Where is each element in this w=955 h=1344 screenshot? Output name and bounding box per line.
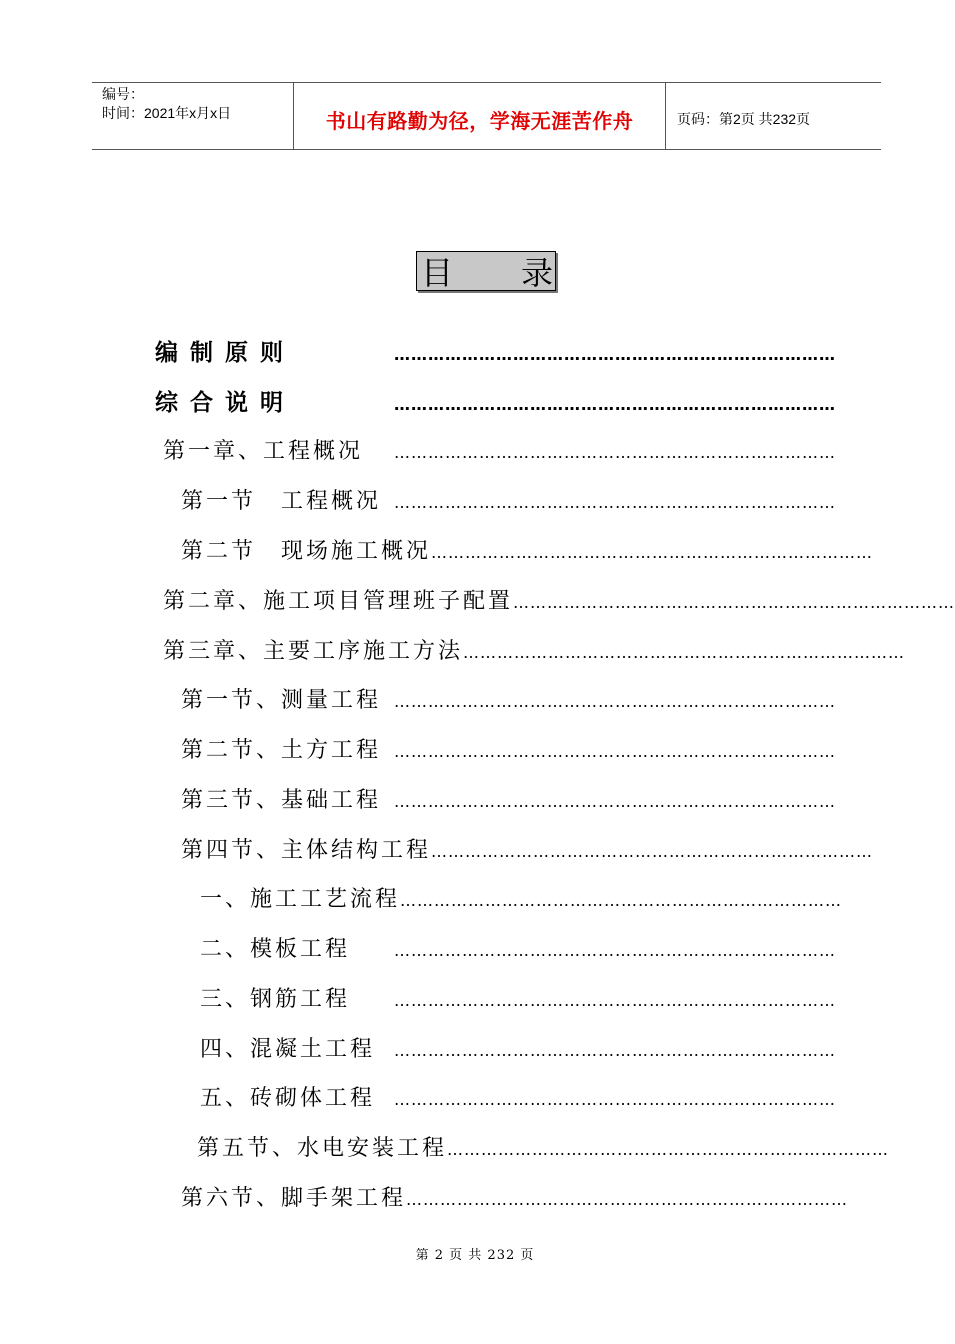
toc-entry-label: 四、混凝土工程 [200,1037,376,1062]
toc-leader-dots: …………………………………………………………………… [400,891,843,910]
toc-entry [163,584,955,615]
toc-leader-dots: …………………………………………………………………… [394,1090,836,1109]
toc-title-right: 录 [520,254,553,292]
toc-entry [181,683,836,714]
header-divider [665,83,666,149]
toc-entry-label: 第二节、土方工程 [181,738,382,763]
header-motto: 书山有路勤为径，学海无涯苦作舟 [325,109,634,133]
toc-entry-label: 第二节 现场施工概况 [181,539,432,564]
toc-entry-label: 综合说明 [155,390,295,416]
header-meta [102,85,231,123]
toc-leader-dots: …………………………………………………………………… [394,991,836,1010]
toc-entry [181,833,874,864]
toc-entry-label: 一、施工工艺流程 [200,887,401,912]
toc-entry-label: 第四节、主体结构工程 [181,838,432,863]
toc-entry [163,434,836,465]
toc-entry [181,783,836,814]
page-header [92,82,881,150]
toc-entry-label: 第一章、工程概况 [163,439,364,464]
toc-leader-dots: …………………………………………………………………… [447,1140,890,1159]
toc-entry [163,634,906,665]
toc-leader-dots: …………………………………………………………………… [431,543,874,562]
toc-leader-dots: …………………………………………………………………… [394,792,836,811]
toc-entry [200,1032,836,1063]
toc-title [416,251,556,291]
header-page-info: 页码：第2页 共232页 [677,111,811,127]
toc-leader-dots: …………………………………………………………………… [406,1190,849,1209]
toc-entry [181,534,874,565]
toc-entry-label: 第一节、测量工程 [181,688,382,713]
toc-entry-label: 第一节 工程概况 [181,489,382,514]
toc-entry-label: 编制原则 [155,340,295,366]
toc-entry [181,1181,849,1212]
toc-entry [181,484,836,515]
page-footer: 第 2 页 共 232 页 [415,1248,535,1263]
toc-entry-label: 二、模板工程 [200,937,351,962]
time-label: 时间：2021年x月x日 [102,105,232,121]
toc-leader-dots: …………………………………………………………………… [431,842,874,861]
toc-entry-label: 第三章、主要工序施工方法 [163,639,464,664]
doc-number-label: 编号： [102,86,144,102]
toc-entry [181,733,836,764]
toc-entry-label: 三、钢筋工程 [200,987,351,1012]
toc-leader-dots: …………………………………………………………………… [463,643,906,662]
toc-leader-dots: …………………………………………………………………… [394,941,836,960]
toc-leader-dots: …………………………………………………………………… [394,493,836,512]
toc-leader-dots: …………………………………………………………………… [513,593,955,612]
toc-title-left: 目 [421,254,454,292]
toc-leader-dots: …………………………………………………………………… [394,1041,836,1060]
toc-entry [197,1131,890,1162]
toc-entry-label: 第三节、基础工程 [181,788,382,813]
toc-entry-label: 第五节、水电安装工程 [197,1136,448,1161]
toc-leader-dots: …………………………………………………………………… [394,443,836,462]
toc-entry [200,882,843,913]
toc-entry [200,982,836,1013]
toc-entry [200,1081,836,1112]
toc-entry-label: 第二章、施工项目管理班子配置 [163,589,514,614]
toc-leader-dots: …………………………………………………………………… [394,395,836,414]
toc-leader-dots: …………………………………………………………………… [394,692,836,711]
toc-entry-label: 第六节、脚手架工程 [181,1186,407,1211]
toc-entry [200,932,836,963]
toc-entry [155,334,836,367]
toc-entry-label: 五、砖砌体工程 [200,1086,376,1111]
toc-leader-dots: …………………………………………………………………… [394,742,836,761]
toc-leader-dots: …………………………………………………………………… [394,345,836,364]
toc-entry [155,384,836,417]
